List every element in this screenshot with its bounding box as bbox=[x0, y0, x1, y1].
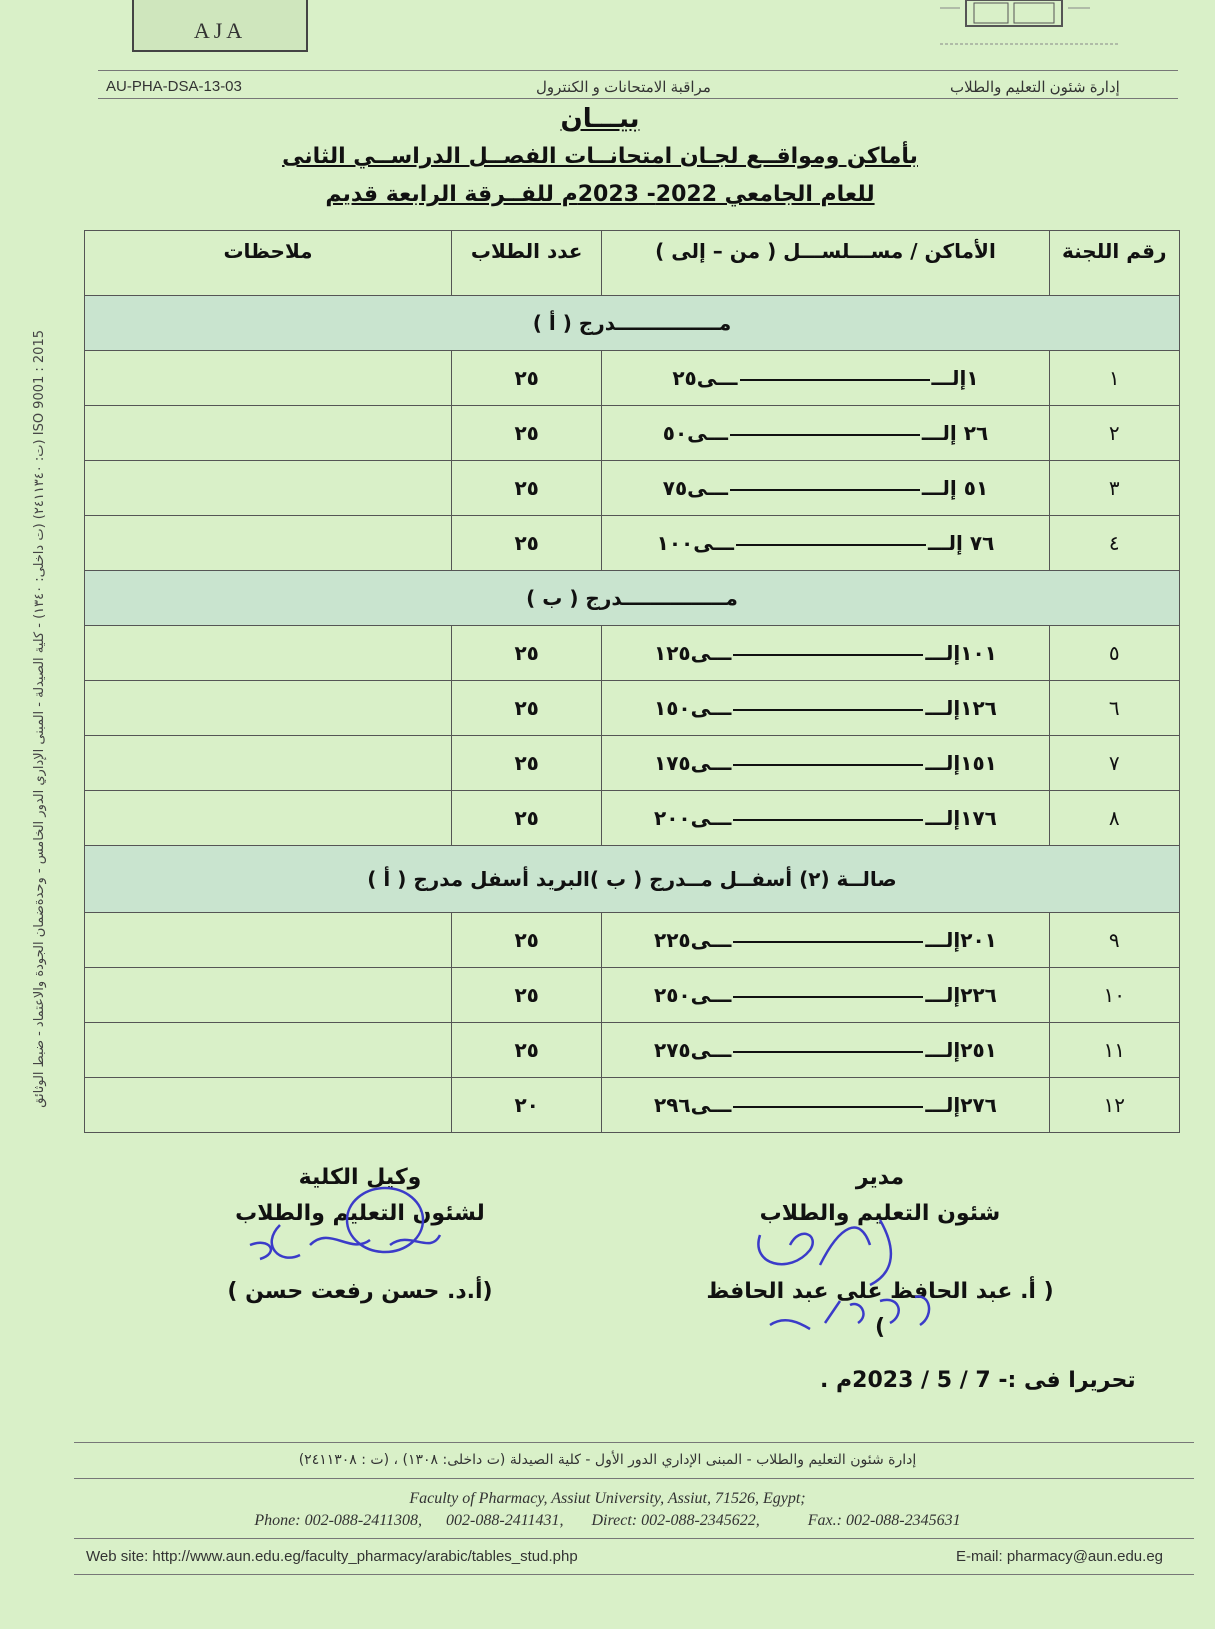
issue-date: تحريرا فى :- 7 / 5 / 2023م . bbox=[820, 1368, 1136, 1393]
seat-range bbox=[602, 1078, 1049, 1133]
seat-range bbox=[602, 626, 1049, 681]
range-from: ١٧٦إلـــ bbox=[925, 806, 997, 830]
range-to: ـــى٢٥٠ bbox=[654, 983, 732, 1007]
student-count: ٢٥ bbox=[451, 1023, 601, 1078]
range-to: ـــى٢٠٠ bbox=[654, 806, 732, 830]
header-bottom-rule bbox=[98, 98, 1178, 99]
student-count: ٢٥ bbox=[451, 626, 601, 681]
student-count: ٢٥ bbox=[451, 406, 601, 461]
seat-range bbox=[602, 1023, 1049, 1078]
notes-cell bbox=[85, 968, 452, 1023]
table-row bbox=[85, 626, 1180, 681]
range-from: ١٠١إلـــ bbox=[925, 641, 997, 665]
seat-range bbox=[602, 913, 1049, 968]
col-committee-number: رقم اللجنة bbox=[1049, 231, 1179, 296]
range-from: ٥١ إلـــ bbox=[921, 476, 989, 500]
range-bar bbox=[733, 654, 923, 656]
document-title: بيـــان bbox=[560, 104, 640, 134]
committee-number: ٥ bbox=[1049, 626, 1179, 681]
section-row bbox=[85, 571, 1180, 626]
student-count: ٢٥ bbox=[451, 681, 601, 736]
director-title: مدير bbox=[855, 1165, 905, 1190]
range-from: ١٥١إلـــ bbox=[925, 751, 997, 775]
footer-middle-rule bbox=[74, 1478, 1194, 1479]
academic-year-line: للعام الجامعي 2022- 2023م للفــرقة الرابعة قديم bbox=[325, 182, 875, 207]
col-location-range: الأماكن / مســـلســـل ( من – إلى ) bbox=[602, 231, 1049, 296]
range-from: ٢٢٦إلـــ bbox=[925, 983, 997, 1007]
committee-number: ٧ bbox=[1049, 736, 1179, 791]
range-to: ـــى١٢٥ bbox=[654, 641, 732, 665]
range-from: ١٢٦إلـــ bbox=[925, 696, 997, 720]
notes-cell bbox=[85, 351, 452, 406]
notes-cell bbox=[85, 681, 452, 736]
range-to: ـــى٢٩٦ bbox=[654, 1093, 732, 1117]
signature-block-vice-dean bbox=[210, 1160, 510, 1310]
range-bar bbox=[740, 379, 930, 381]
table-row bbox=[85, 681, 1180, 736]
director-department: شئون التعليم والطلاب bbox=[759, 1201, 1001, 1226]
student-count: ٢٥ bbox=[451, 351, 601, 406]
range-from: ٢٠١إلـــ bbox=[925, 928, 997, 952]
col-student-count: عدد الطلاب bbox=[451, 231, 601, 296]
footer-website[interactable]: Web site: http://www.aun.edu.eg/faculty_pharmacy/arabic/tables_stud.php bbox=[86, 1548, 578, 1565]
range-from: ٧٦ إلـــ bbox=[928, 531, 995, 555]
table-row bbox=[85, 406, 1180, 461]
range-bar bbox=[730, 489, 920, 491]
table-row bbox=[85, 1023, 1180, 1078]
document-subtitle: بأماكن ومواقــع لجـان امتحانــات الفصــل الدراســي الثانى bbox=[282, 144, 918, 169]
section-title: مـــــــــــــــدرج ( أ ) bbox=[85, 296, 1180, 351]
student-count: ٢٥ bbox=[451, 516, 601, 571]
section-row bbox=[85, 846, 1180, 913]
vice-dean-department: لشئون التعليم والطلاب bbox=[235, 1201, 485, 1226]
section-title: صالــة (٢) أسفــل مــدرج ( ب )البريد أسفل مدرج ( أ ) bbox=[85, 846, 1180, 913]
footer-email[interactable]: E-mail: pharmacy@aun.edu.eg bbox=[956, 1548, 1163, 1565]
committee-number: ٨ bbox=[1049, 791, 1179, 846]
range-to: ـــى٢٧٥ bbox=[654, 1038, 732, 1062]
vice-dean-title: وكيل الكلية bbox=[298, 1165, 422, 1190]
section-row bbox=[85, 296, 1180, 351]
range-bar bbox=[733, 709, 923, 711]
range-bar bbox=[733, 996, 923, 998]
committee-number: ١٢ bbox=[1049, 1078, 1179, 1133]
range-bar bbox=[730, 434, 920, 436]
notes-cell bbox=[85, 406, 452, 461]
seat-range bbox=[602, 516, 1049, 571]
range-to: ـــى١٠٠ bbox=[656, 531, 735, 555]
side-iso-note: ISO 9001 : 2015 (ت: ٢٤١١٣٤٠) (ت داخلى: ١٣٤٠) - كلية الصيدلة - المبنى الإداري الدور الخامس - وحدةضمان الجودة والاعتماد - ضبط الوثائق bbox=[32, 330, 47, 1108]
university-logo bbox=[132, 0, 308, 52]
student-count: ٢٥ bbox=[451, 461, 601, 516]
header-top-rule bbox=[98, 70, 1178, 71]
table-row bbox=[85, 913, 1180, 968]
notes-cell bbox=[85, 516, 452, 571]
footer-arabic-address: إدارة شئون التعليم والطلاب - المبنى الإداري الدور الأول - كلية الصيدلة (ت داخلى: ١٣٠٨) ، (ت : ٢٤١١٣٠٨) bbox=[298, 1452, 917, 1468]
committee-number: ٢ bbox=[1049, 406, 1179, 461]
section-title: مـــــــــــــــدرج ( ب ) bbox=[85, 571, 1180, 626]
notes-cell bbox=[85, 461, 452, 516]
header-center: مراقبة الامتحانات و الكنترول bbox=[536, 79, 711, 96]
committee-number: ١ bbox=[1049, 351, 1179, 406]
range-bar bbox=[733, 819, 923, 821]
range-to: ـــى٢٥ bbox=[672, 366, 738, 390]
notes-cell bbox=[85, 791, 452, 846]
range-bar bbox=[733, 1051, 923, 1053]
committee-number: ٦ bbox=[1049, 681, 1179, 736]
range-bar bbox=[733, 1106, 923, 1108]
range-to: ـــى٧٥ bbox=[662, 476, 728, 500]
footer-top-rule bbox=[74, 1442, 1194, 1443]
seat-range bbox=[602, 968, 1049, 1023]
notes-cell bbox=[85, 736, 452, 791]
table-row bbox=[85, 351, 1180, 406]
table-row bbox=[85, 736, 1180, 791]
committee-number: ٩ bbox=[1049, 913, 1179, 968]
notes-cell bbox=[85, 913, 452, 968]
document-code: AU-PHA-DSA-13-03 bbox=[106, 78, 242, 95]
student-count: ٢٥ bbox=[451, 791, 601, 846]
director-name: ( أ. عبد الحافظ على عبد الحافظ ) bbox=[706, 1279, 1054, 1340]
signature-block-director bbox=[700, 1160, 1060, 1346]
committee-number: ١٠ bbox=[1049, 968, 1179, 1023]
student-count: ٢٥ bbox=[451, 913, 601, 968]
notes-cell bbox=[85, 626, 452, 681]
range-bar bbox=[733, 764, 923, 766]
range-to: ـــى١٥٠ bbox=[654, 696, 732, 720]
seat-range bbox=[602, 791, 1049, 846]
range-to: ـــى٥٠ bbox=[662, 421, 728, 445]
table-header-row bbox=[85, 231, 1180, 296]
table-row bbox=[85, 516, 1180, 571]
table-row bbox=[85, 1078, 1180, 1133]
table-row bbox=[85, 461, 1180, 516]
faculty-logo bbox=[940, 0, 1120, 50]
notes-cell bbox=[85, 1078, 452, 1133]
footer-phones: Phone: 002-088-2411308, 002-088-2411431, Direct: 002-088-2345622, Fax.: 002-088-2345631 bbox=[254, 1512, 961, 1529]
range-bar bbox=[733, 941, 923, 943]
vice-dean-name: (أ.د. حسن رفعت حسن ) bbox=[227, 1279, 493, 1304]
range-to: ـــى١٧٥ bbox=[654, 751, 732, 775]
range-bar bbox=[736, 544, 926, 546]
committee-number: ٣ bbox=[1049, 461, 1179, 516]
seat-range bbox=[602, 351, 1049, 406]
range-to: ـــى٢٢٥ bbox=[654, 928, 732, 952]
range-from: ٢٧٦إلـــ bbox=[925, 1093, 997, 1117]
notes-cell bbox=[85, 1023, 452, 1078]
footer-web-rule bbox=[74, 1538, 1194, 1539]
student-count: ٢٠ bbox=[451, 1078, 601, 1133]
seat-range bbox=[602, 461, 1049, 516]
seat-range bbox=[602, 681, 1049, 736]
header-department: إدارة شئون التعليم والطلاب bbox=[950, 79, 1120, 96]
range-from: ١إلـــ bbox=[931, 366, 979, 390]
range-from: ٢٥١إلـــ bbox=[925, 1038, 997, 1062]
exam-committees-table bbox=[84, 230, 1180, 1133]
footer-faculty-address: Faculty of Pharmacy, Assiut University, Assiut, 71526, Egypt; bbox=[409, 1490, 806, 1507]
range-from: ٢٦ إلـــ bbox=[921, 421, 989, 445]
table-row bbox=[85, 791, 1180, 846]
seat-range bbox=[602, 736, 1049, 791]
table-row bbox=[85, 968, 1180, 1023]
committee-number: ٤ bbox=[1049, 516, 1179, 571]
student-count: ٢٥ bbox=[451, 968, 601, 1023]
col-notes: ملاحظات bbox=[85, 231, 452, 296]
logo-text: AJA bbox=[193, 18, 247, 43]
student-count: ٢٥ bbox=[451, 736, 601, 791]
footer-bottom-rule bbox=[74, 1574, 1194, 1575]
seat-range bbox=[602, 406, 1049, 461]
committee-number: ١١ bbox=[1049, 1023, 1179, 1078]
